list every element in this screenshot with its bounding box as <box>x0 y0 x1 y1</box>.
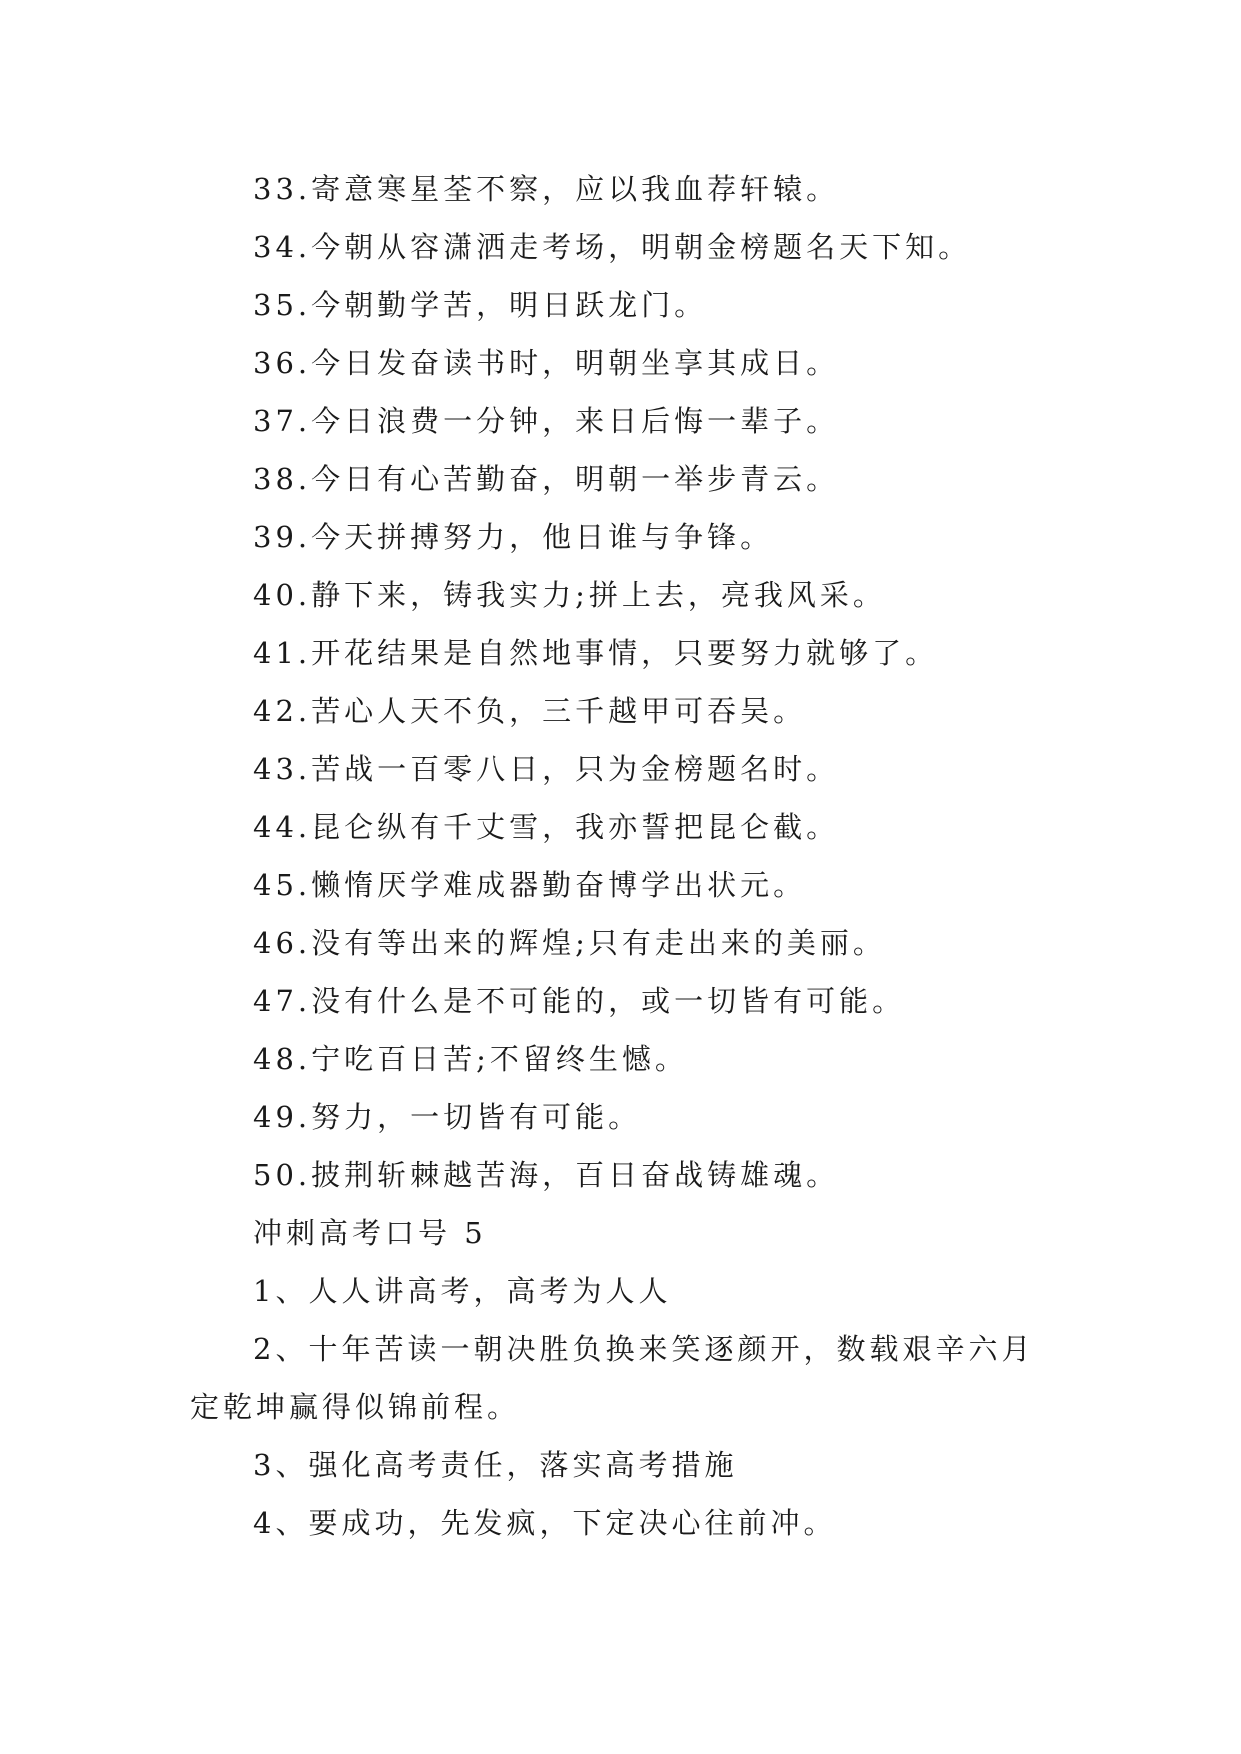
slogan-33: 33.寄意寒星荃不察，应以我血荐轩辕。 <box>253 172 840 206</box>
section-heading: 冲刺高考口号 5 <box>253 1216 487 1250</box>
slogan-37: 37.今日浪费一分钟，来日后悔一辈子。 <box>253 404 840 438</box>
section-item-1: 1、人人讲高考，高考为人人 <box>253 1274 672 1308</box>
slogan-47: 47.没有什么是不可能的，或一切皆有可能。 <box>253 984 906 1018</box>
slogan-49: 49.努力，一切皆有可能。 <box>253 1100 642 1134</box>
document-body <box>190 160 1050 1552</box>
slogan-39: 39.今天拼搏努力，他日谁与争锋。 <box>253 520 774 554</box>
section-item-3: 3、强化高考责任，落实高考措施 <box>253 1448 738 1482</box>
slogan-45: 45.懒惰厌学难成器勤奋博学出状元。 <box>253 868 807 902</box>
slogan-36: 36.今日发奋读书时，明朝坐享其成日。 <box>253 346 840 380</box>
slogan-34: 34.今朝从容潇洒走考场，明朝金榜题名天下知。 <box>253 230 972 264</box>
slogan-44: 44.昆仑纵有千丈雪，我亦誓把昆仑截。 <box>253 810 840 844</box>
slogan-43: 43.苦战一百零八日，只为金榜题名时。 <box>253 752 840 786</box>
slogan-35: 35.今朝勤学苦，明日跃龙门。 <box>253 288 708 322</box>
section-item-4: 4、要成功，先发疯，下定决心往前冲。 <box>253 1506 837 1540</box>
slogan-38: 38.今日有心苦勤奋，明朝一举步青云。 <box>253 462 840 496</box>
section-item-2: 2、十年苦读一朝决胜负换来笑逐颜开，数载艰辛六月定乾坤赢得似锦前程。 <box>190 1332 1035 1424</box>
slogan-48: 48.宁吃百日苦;不留终生憾。 <box>253 1042 688 1076</box>
slogan-46: 46.没有等出来的辉煌;只有走出来的美丽。 <box>253 926 886 960</box>
slogan-50: 50.披荆斩棘越苦海，百日奋战铸雄魂。 <box>253 1158 840 1192</box>
slogan-40: 40.静下来，铸我实力;拼上去，亮我风采。 <box>253 578 886 612</box>
slogan-42: 42.苦心人天不负，三千越甲可吞吴。 <box>253 694 807 728</box>
slogan-41: 41.开花结果是自然地事情，只要努力就够了。 <box>253 636 939 670</box>
